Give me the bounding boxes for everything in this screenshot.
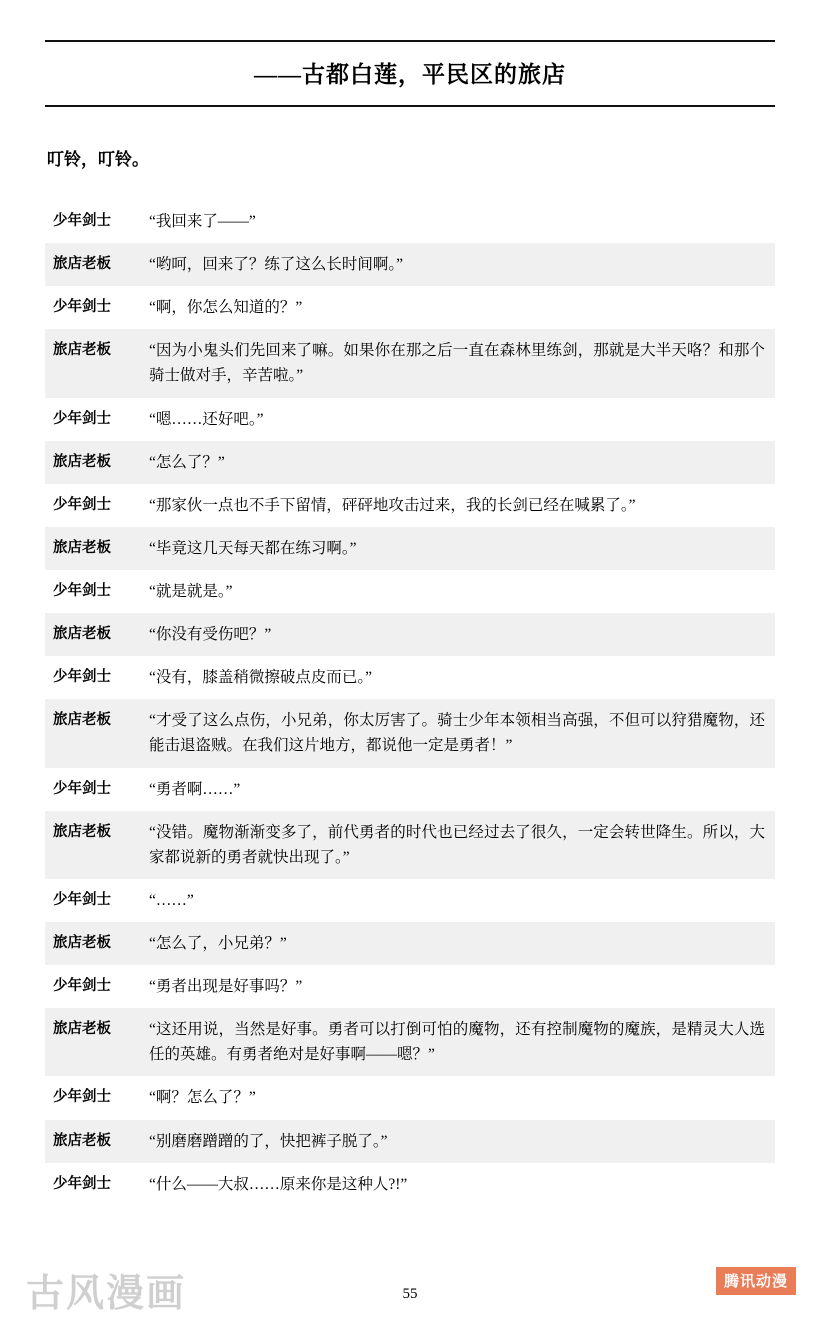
- dialogue-row: [45, 243, 775, 286]
- document-page: [0, 40, 820, 1331]
- dialogue-row: [45, 398, 775, 441]
- dialogue-text: “毕竟这几天每天都在练习啊。”: [149, 539, 357, 557]
- speaker-label: 少年剑士: [53, 669, 111, 686]
- dialogue-text: “你没有受伤吧？”: [149, 626, 272, 644]
- dialogue-text: “那家伙一点也不手下留情，砰砰地攻击过来，我的长剑已经在喊累了。”: [149, 496, 636, 514]
- watermark-right: 腾讯动漫: [716, 1267, 796, 1295]
- dialogue-text: “没有，膝盖稍微擦破点皮而已。”: [149, 669, 373, 687]
- dialogue-text: “就是就是。”: [149, 582, 233, 600]
- dialogue-row: [45, 922, 775, 965]
- dialogue-row: [45, 1120, 775, 1163]
- dialogue-text: “没错。魔物渐渐变多了，前代勇者的时代也已经过去了很久，一定会转世降生。所以，大家都说新的勇者就快出现了。”: [149, 823, 765, 866]
- speaker-label: 少年剑士: [53, 891, 111, 908]
- speaker-label: 少年剑士: [53, 299, 111, 316]
- speaker-label: 少年剑士: [53, 410, 111, 427]
- speaker-label: 少年剑士: [53, 496, 111, 513]
- page-title-text: ——古都白莲，平民区的旅店: [254, 62, 566, 87]
- dialogue-text: “嗯……还好吧。”: [149, 410, 264, 428]
- dialogue-row: [45, 484, 775, 527]
- dialogue-row: [45, 1163, 775, 1206]
- speaker-label: 旅店老板: [53, 712, 111, 729]
- dialogue-row: [45, 1076, 775, 1119]
- speaker-label: 少年剑士: [53, 582, 111, 599]
- dialogue-row: [45, 699, 775, 767]
- dialogue-text: “啊，你怎么知道的？”: [149, 299, 303, 317]
- dialogue-row: [45, 1008, 775, 1076]
- speaker-label: 旅店老板: [53, 1132, 111, 1149]
- speaker-label: 旅店老板: [53, 626, 111, 643]
- dialogue-row: [45, 200, 775, 243]
- speaker-label: 旅店老板: [53, 256, 111, 273]
- dialogue-row: [45, 768, 775, 811]
- dialogue-text: “怎么了？”: [149, 453, 225, 471]
- dialogue-row: [45, 329, 775, 397]
- dialogue-row: [45, 811, 775, 879]
- dialogue-text: “这还用说，当然是好事。勇者可以打倒可怕的魔物，还有控制魔物的魔族，是精灵大人选任的英雄。有勇者绝对是好事啊——嗯？”: [149, 1021, 765, 1064]
- speaker-label: 少年剑士: [53, 978, 111, 995]
- dialogue-text: “啊？怎么了？”: [149, 1089, 256, 1107]
- dialogue-text: “怎么了，小兄弟？”: [149, 934, 287, 952]
- dialogue-text: “别磨磨蹭蹭的了，快把裤子脱了。”: [149, 1132, 388, 1150]
- speaker-label: 少年剑士: [53, 780, 111, 797]
- speaker-label: 少年剑士: [53, 213, 111, 229]
- watermark-left: 古风漫画: [26, 1273, 187, 1315]
- sound-effect-line: 叮铃，叮铃。: [47, 150, 149, 169]
- speaker-label: 少年剑士: [53, 1175, 111, 1192]
- dialogue-text: “哟呵，回来了？练了这么长时间啊。”: [149, 256, 404, 274]
- speaker-label: 少年剑士: [53, 1089, 111, 1106]
- dialogue-text: “什么——大叔……原来你是这种人?!”: [149, 1175, 408, 1193]
- dialogue-row: [45, 656, 775, 699]
- dialogue-row: [45, 570, 775, 613]
- dialogue-text: “才受了这么点伤，小兄弟，你太厉害了。骑士少年本领相当高强，不但可以狩猎魔物，还能击退盗贼。在我们这片地方，都说他一定是勇者！”: [149, 712, 765, 755]
- dialogue-text: “勇者啊……”: [149, 780, 241, 798]
- speaker-label: 旅店老板: [53, 823, 111, 840]
- page-number: 55: [402, 1286, 418, 1302]
- dialogue-list: [45, 200, 775, 1206]
- speaker-label: 旅店老板: [53, 453, 111, 470]
- speaker-label: 旅店老板: [53, 934, 111, 951]
- dialogue-row: [45, 965, 775, 1008]
- dialogue-row: [45, 879, 775, 922]
- dialogue-text: “我回来了——”: [149, 213, 256, 230]
- dialogue-text: “勇者出现是好事吗？”: [149, 978, 303, 996]
- dialogue-text: “……”: [149, 891, 194, 909]
- page-title: [45, 40, 775, 107]
- dialogue-text: “因为小鬼头们先回来了嘛。如果你在那之后一直在森林里练剑，那就是大半天咯？和那个骑士做对手，辛苦啦。”: [149, 342, 765, 385]
- dialogue-row: [45, 613, 775, 656]
- speaker-label: 旅店老板: [53, 342, 111, 359]
- speaker-label: 旅店老板: [53, 539, 111, 556]
- speaker-label: 旅店老板: [53, 1021, 111, 1038]
- dialogue-row: [45, 527, 775, 570]
- dialogue-row: [45, 441, 775, 484]
- dialogue-row: [45, 286, 775, 329]
